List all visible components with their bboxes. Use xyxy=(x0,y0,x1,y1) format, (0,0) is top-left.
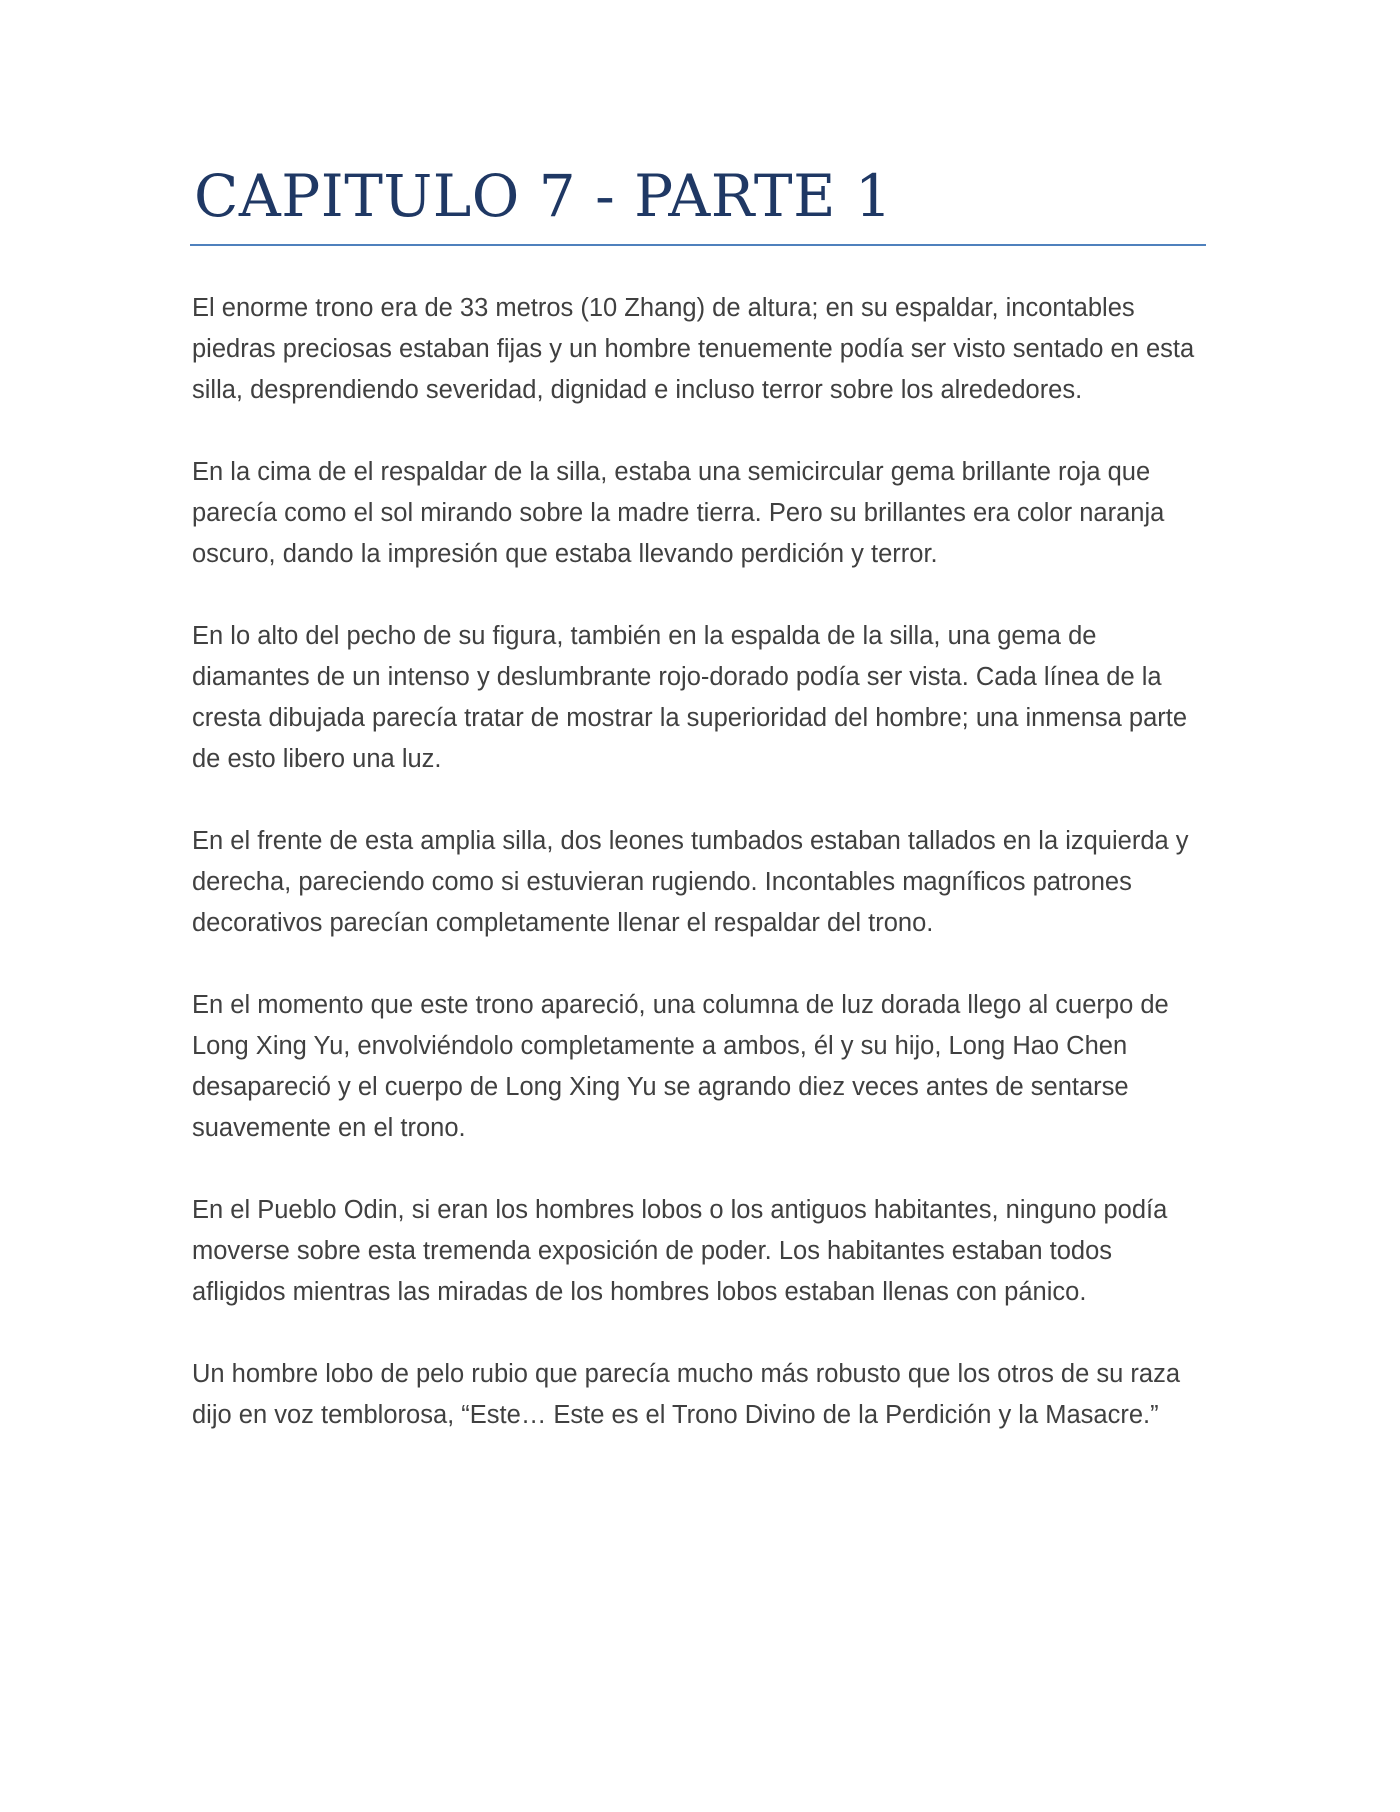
chapter-title: CAPITULO 7 - PARTE 1 xyxy=(194,162,893,230)
paragraph-1: El enorme trono era de 33 metros (10 Zhang) de altura; en su espaldar, incontables piedras preciosas estaban fijas y un hombre tenuemente podía ser visto sentado en esta silla, desprendiendo severidad, dignidad e incluso terror sobre los alrededores. xyxy=(192,294,1195,404)
paragraph-2: En la cima de el respaldar de la silla, estaba una semicircular gema brillante roja que parecía como el sol mirando sobre la madre tierra. Pero su brillantes era color naranja oscuro, dando la impresión que estaba llevando perdición y terror. xyxy=(192,458,1165,568)
paragraph-6: En el Pueblo Odin, si eran los hombres lobos o los antiguos habitantes, ninguno podía moverse sobre esta tremenda exposición de poder. Los habitantes estaban todos afligidos mientras las miradas de los hombres lobos estaban llenas con pánico. xyxy=(192,1196,1168,1306)
document-page xyxy=(192,160,1208,1477)
chapter-body xyxy=(192,288,1208,1436)
paragraph-7: Un hombre lobo de pelo rubio que parecía mucho más robusto que los otros de su raza dijo en voz temblorosa, “Este… Este es el Trono Divino de la Perdición y la Masacre.” xyxy=(192,1360,1181,1429)
paragraph-4: En el frente de esta amplia silla, dos leones tumbados estaban tallados en la izquierda y derecha, pareciendo como si estuvieran rugiendo. Incontables magníficos patrones decorativos parecían completamente llenar el respaldar del trono. xyxy=(192,827,1189,937)
paragraph-3: En lo alto del pecho de su figura, también en la espalda de la silla, una gema de diamantes de un intenso y deslumbrante rojo-dorado podía ser vista. Cada línea de la cresta dibujada parecía tratar de mostrar la superioridad del hombre; una inmensa parte de esto libero una luz. xyxy=(192,622,1188,773)
title-underline xyxy=(190,244,1206,246)
paragraph-5: En el momento que este trono apareció, una columna de luz dorada llego al cuerpo de Long Xing Yu, envolviéndolo completamente a ambos, él y su hijo, Long Hao Chen desapareció y el cuerpo de Long Xing Yu se agrando diez veces antes de sentarse suavemente en el trono. xyxy=(192,991,1169,1142)
